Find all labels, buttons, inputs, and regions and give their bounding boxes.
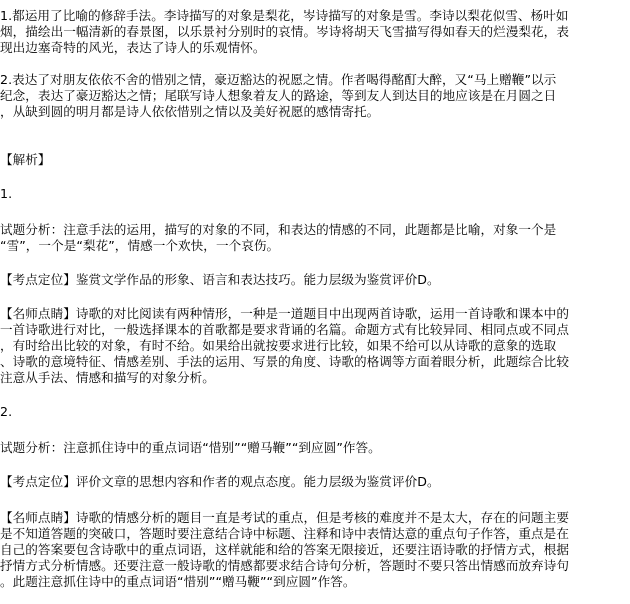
section-1-kaodian: 【考点定位】鉴赏文学作品的形象、语言和表达技巧。能力层级为鉴赏评价D。 xyxy=(0,272,440,287)
section-1-number: 1. xyxy=(0,186,13,201)
section-2-mingshi-line-1: 【名师点睛】诗歌的情感分析的题目一直是考试的重点，但是考核的难度并不是太大，存在的问题主要 xyxy=(0,510,569,525)
section-2-number: 2. xyxy=(0,404,13,419)
section-1-analysis-line-1: 试题分析：注意手法的运用，描写的对象的不同，和表达的情感的不同，此题都是比喻，对象一个是 xyxy=(0,222,557,237)
answer-1-line-1: 1.都运用了比喻的修辞手法。李诗描写的对象是梨花，岑诗描写的对象是雪。李诗以梨花似雪、杨叶如 xyxy=(0,8,569,23)
section-2-mingshi-line-5: 。此题注意抓住诗中的重点词语“惜别”“赠马鞭”“到应圆”作答。 xyxy=(0,574,356,589)
answer-2-line-3: ，从缺到圆的明月都是诗人依依惜别之情以及美好祝愿的感情寄托。 xyxy=(0,104,380,119)
section-1-mingshi-line-2: 一首诗歌进行对比，一般选择课本的首歌都是要求背诵的名篇。命题方式有比较异同、相同点或不同点 xyxy=(0,322,569,337)
section-2-mingshi-line-4: 抒情方式分析情感。还要注意一般诗歌的情感都要求结合诗句分析，答题时不要只答出情感而放弃诗句 xyxy=(0,558,569,573)
answer-2-line-1: 2.表达了对朋友依依不舍的惜别之情，豪迈豁达的祝愿之情。作者喝得酩酊大醉，又“马上赠鞭”以示 xyxy=(0,72,557,87)
section-2-analysis: 试题分析：注意抓住诗中的重点词语“惜别”“赠马鞭”“到应圆”作答。 xyxy=(0,440,381,455)
section-1-mingshi-line-1: 【名师点睛】诗歌的对比阅读有两种情形，一种是一道题目中出现两首诗歌，运用一首诗歌和课本中的 xyxy=(0,306,569,321)
section-1-mingshi-line-5: 注意从手法、情感和描写的对象分析。 xyxy=(0,370,215,385)
section-1-mingshi-line-4: 、诗歌的意境特征、情感差别、手法的运用、写景的角度、诗歌的格调等方面着眼分析，此题综合比较 xyxy=(0,354,569,369)
section-2-mingshi-line-2: 是不知道答题的突破口，答题时要注意结合诗中标题、注释和诗中表情达意的重点句子作答，重点是在 xyxy=(0,526,569,541)
section-2-mingshi-line-3: 自己的答案要包含诗歌中的重点词语，这样就能和给的答案无限接近，还要注语诗歌的抒情方式，根据 xyxy=(0,542,569,557)
answer-1-line-3: 现出边塞奇特的风光，表达了诗人的乐观情怀。 xyxy=(0,40,266,55)
answer-1-line-2: 烟，描绘出一幅清新的春景图，以乐景衬分别时的哀情。岑诗将胡天飞雪描写得如春天的烂漫梨花，表 xyxy=(0,24,569,39)
analysis-heading: 【解析】 xyxy=(0,152,51,167)
section-2-kaodian: 【考点定位】评价文章的思想内容和作者的观点态度。能力层级为鉴赏评价D。 xyxy=(0,474,440,489)
section-1-analysis-line-2: “雪”，一个是“梨花”，情感一个欢快，一个哀伤。 xyxy=(0,238,280,253)
answer-2-line-2: 纪念，表达了豪迈豁达之情；尾联写诗人想象着友人的路途，等到友人到达目的地应该是在月圆之日 xyxy=(0,88,557,103)
section-1-mingshi-line-3: ，有时给出比较的对象，有时不给。如果给出就按要求进行比较，如果不给可以从诗歌的意象的选取 xyxy=(0,338,557,353)
